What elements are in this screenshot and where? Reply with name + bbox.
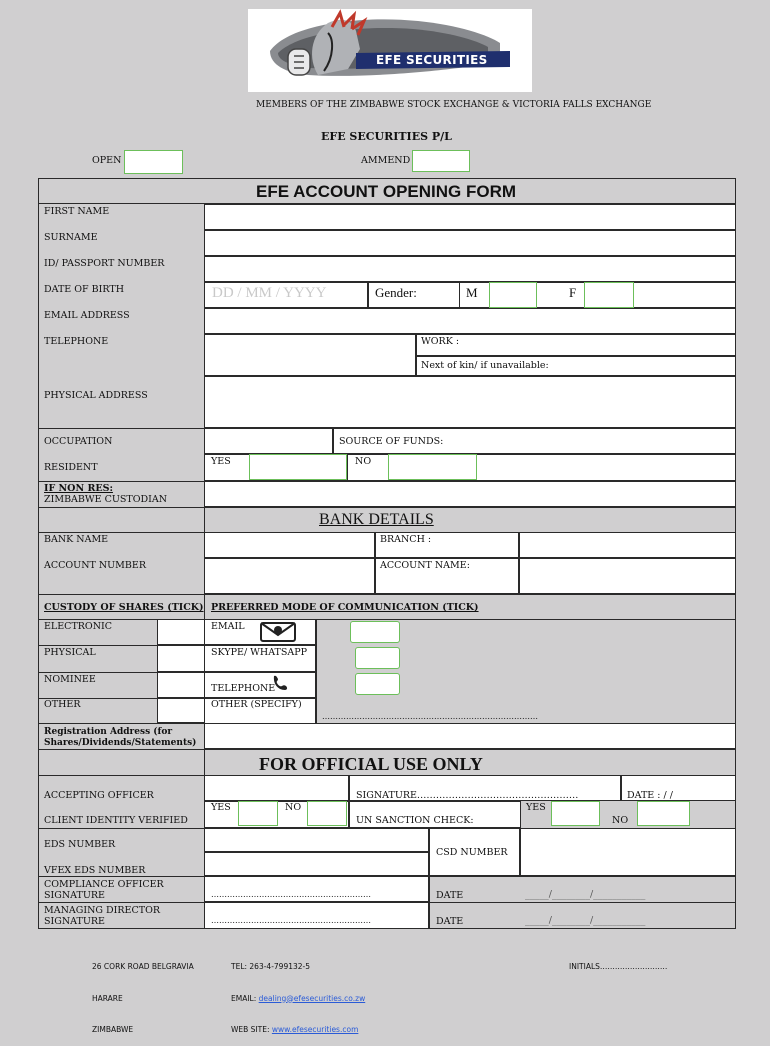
- vfex-eds-label: VFEX EDS NUMBER: [44, 865, 146, 876]
- address-line-2: HARARE: [92, 993, 123, 1003]
- compliance-dots: ……………………………………………………: [211, 890, 371, 899]
- dob-label: DATE OF BIRTH: [44, 284, 124, 295]
- comm-other-label: OTHER (SPECIFY): [211, 699, 302, 710]
- compliance-date-fill[interactable]: _____/________/___________: [525, 889, 646, 900]
- footer-web-link[interactable]: www.efesecurities.com: [271, 1025, 359, 1034]
- first-name-label: FIRST NAME: [44, 206, 110, 217]
- md-date-fill[interactable]: _____/________/___________: [525, 915, 646, 926]
- comm-other-dots: ………………………………………………………………………: [322, 712, 538, 721]
- registration-label-1: Registration Address (for: [44, 727, 173, 737]
- csd-number-input[interactable]: [520, 828, 736, 876]
- comm-telephone-checkbox[interactable]: [355, 673, 400, 695]
- id-passport-label: ID/ PASSPORT NUMBER: [44, 258, 165, 269]
- md-label-1: MANAGING DIRECTOR: [44, 905, 161, 916]
- gender-m-checkbox[interactable]: [489, 282, 537, 308]
- footer-tel: TEL: 263-4-799132-5: [231, 962, 311, 971]
- resident-yes-checkbox[interactable]: [249, 454, 347, 480]
- branch-input[interactable]: [519, 532, 736, 558]
- resident-no-label: NO: [355, 456, 372, 467]
- accepting-officer-input[interactable]: [204, 775, 349, 801]
- client-identity-label: CLIENT IDENTITY VERIFIED: [44, 815, 188, 826]
- gender-label: Gender:: [375, 285, 417, 300]
- address-line-3: ZIMBABWE: [92, 1025, 134, 1034]
- custody-title: CUSTODY OF SHARES (TICK): [44, 602, 204, 613]
- custody-physical-checkbox[interactable]: [157, 645, 205, 672]
- comm-telephone-label: TELEPHONE: [211, 683, 276, 694]
- telephone-input[interactable]: [204, 334, 416, 376]
- work-phone-input[interactable]: [416, 334, 736, 356]
- account-name-label: ACCOUNT NAME:: [380, 560, 470, 571]
- custody-electronic-label: ELECTRONIC: [44, 621, 113, 632]
- footer-address: [92, 941, 194, 1046]
- bank-name-label: BANK NAME: [44, 534, 109, 545]
- source-of-funds-label: SOURCE OF FUNDS:: [339, 436, 444, 447]
- amend-label: AMMEND: [361, 155, 411, 166]
- communication-title: PREFERRED MODE OF COMMUNICATION (TICK): [211, 602, 479, 613]
- bank-name-input[interactable]: [204, 532, 375, 558]
- vfex-eds-input[interactable]: [204, 852, 429, 876]
- sanction-yes-checkbox[interactable]: [551, 801, 600, 826]
- company-name: EFE SECURITIES P/L: [321, 130, 452, 143]
- compliance-date-label: DATE: [436, 890, 464, 901]
- date-label: DATE : / /: [627, 790, 673, 801]
- un-sanction-label: UN SANCTION CHECK:: [356, 815, 474, 826]
- gender-cell: [368, 282, 736, 308]
- gender-f-checkbox[interactable]: [584, 282, 634, 308]
- telephone-label: TELEPHONE: [44, 336, 109, 347]
- footer-email-label: EMAIL:: [231, 993, 259, 1003]
- official-use-title: FOR OFFICIAL USE ONLY: [259, 754, 483, 774]
- surname-input[interactable]: [204, 230, 736, 256]
- compliance-label-1: COMPLIANCE OFFICER: [44, 879, 164, 890]
- occupation-input[interactable]: [204, 428, 333, 454]
- custodian-input[interactable]: [204, 481, 736, 507]
- email-label: EMAIL ADDRESS: [44, 310, 130, 321]
- logo-text: EFE SECURITIES: [376, 53, 488, 67]
- open-checkbox[interactable]: [124, 150, 183, 174]
- amend-checkbox[interactable]: [412, 150, 470, 172]
- footer-contact: [231, 941, 365, 1046]
- dob-placeholder: DD / MM / YYYY: [212, 285, 327, 301]
- work-label: WORK :: [421, 336, 460, 347]
- physical-address-label: PHYSICAL ADDRESS: [44, 390, 148, 401]
- registration-address-input[interactable]: [204, 723, 736, 749]
- custody-physical-label: PHYSICAL: [44, 647, 96, 658]
- next-of-kin-label: Next of kin/ if unavailable:: [421, 360, 549, 371]
- resident-yes-label: YES: [211, 456, 231, 467]
- gender-f-label: F: [569, 285, 577, 300]
- phone-icon: [271, 674, 289, 692]
- comm-email-label: EMAIL: [211, 621, 245, 632]
- account-number-label: ACCOUNT NUMBER: [44, 560, 146, 571]
- form-title: EFE ACCOUNT OPENING FORM: [256, 182, 517, 201]
- account-name-input[interactable]: [519, 558, 736, 594]
- envelope-icon: [259, 621, 297, 643]
- compliance-label-2: SIGNATURE: [44, 890, 105, 901]
- email-input[interactable]: [204, 308, 736, 334]
- custody-electronic-checkbox[interactable]: [157, 619, 205, 645]
- md-dots: ……………………………………………………: [211, 916, 371, 925]
- footer-initials: INITIALS………………………: [569, 962, 668, 971]
- accepting-officer-label: ACCEPTING OFFICER: [44, 790, 154, 801]
- registration-label-2: Shares/Dividends/Statements): [44, 738, 197, 748]
- gender-m-label: M: [466, 285, 478, 300]
- sanction-yes-label: YES: [526, 802, 546, 813]
- comm-email-checkbox[interactable]: [350, 621, 400, 643]
- custodian-label: ZIMBABWE CUSTODIAN: [44, 494, 168, 505]
- non-resident-label: IF NON RES:: [44, 483, 113, 494]
- bank-details-title: BANK DETAILS: [319, 511, 434, 528]
- footer-email-link[interactable]: dealing@efesecurities.co.zw: [258, 993, 366, 1003]
- custody-nominee-label: NOMINEE: [44, 674, 96, 685]
- branch-label: BRANCH :: [380, 534, 432, 545]
- signature-label: SIGNATURE……………………………………………: [356, 790, 579, 801]
- identity-yes-label: YES: [211, 802, 231, 813]
- md-date-label: DATE: [436, 916, 464, 927]
- custody-other-checkbox[interactable]: [157, 698, 205, 723]
- sanction-no-label: NO: [612, 815, 629, 826]
- resident-no-checkbox[interactable]: [388, 454, 477, 480]
- comm-skype-label: SKYPE/ WHATSAPP: [211, 647, 308, 658]
- eds-number-label: EDS NUMBER: [44, 839, 116, 850]
- identity-no-checkbox[interactable]: [307, 801, 347, 826]
- company-logo: [248, 9, 532, 92]
- comm-skype-checkbox[interactable]: [355, 647, 400, 669]
- identity-yes-checkbox[interactable]: [238, 801, 278, 826]
- resident-label: RESIDENT: [44, 462, 98, 473]
- occupation-label: OCCUPATION: [44, 436, 113, 447]
- address-line-1: 26 CORK ROAD BELGRAVIA: [92, 962, 194, 971]
- physical-address-input[interactable]: [204, 376, 736, 428]
- custody-other-label: OTHER: [44, 699, 81, 710]
- surname-label: SURNAME: [44, 232, 98, 243]
- first-name-input[interactable]: [204, 204, 736, 230]
- md-label-2: SIGNATURE: [44, 916, 105, 927]
- members-line: MEMBERS OF THE ZIMBABWE STOCK EXCHANGE & VICTORIA FALLS EXCHANGE: [256, 100, 652, 110]
- id-passport-input[interactable]: [204, 256, 736, 282]
- logo-emblem-icon: [248, 9, 532, 92]
- csd-number-label: CSD NUMBER: [436, 847, 508, 858]
- open-label: OPEN: [92, 155, 122, 166]
- footer-web-label: WEB SITE:: [231, 1025, 272, 1034]
- identity-no-label: NO: [285, 802, 302, 813]
- sanction-no-checkbox[interactable]: [637, 801, 690, 826]
- account-number-input[interactable]: [204, 558, 375, 594]
- custody-nominee-checkbox[interactable]: [157, 672, 205, 698]
- eds-number-input[interactable]: [204, 828, 429, 852]
